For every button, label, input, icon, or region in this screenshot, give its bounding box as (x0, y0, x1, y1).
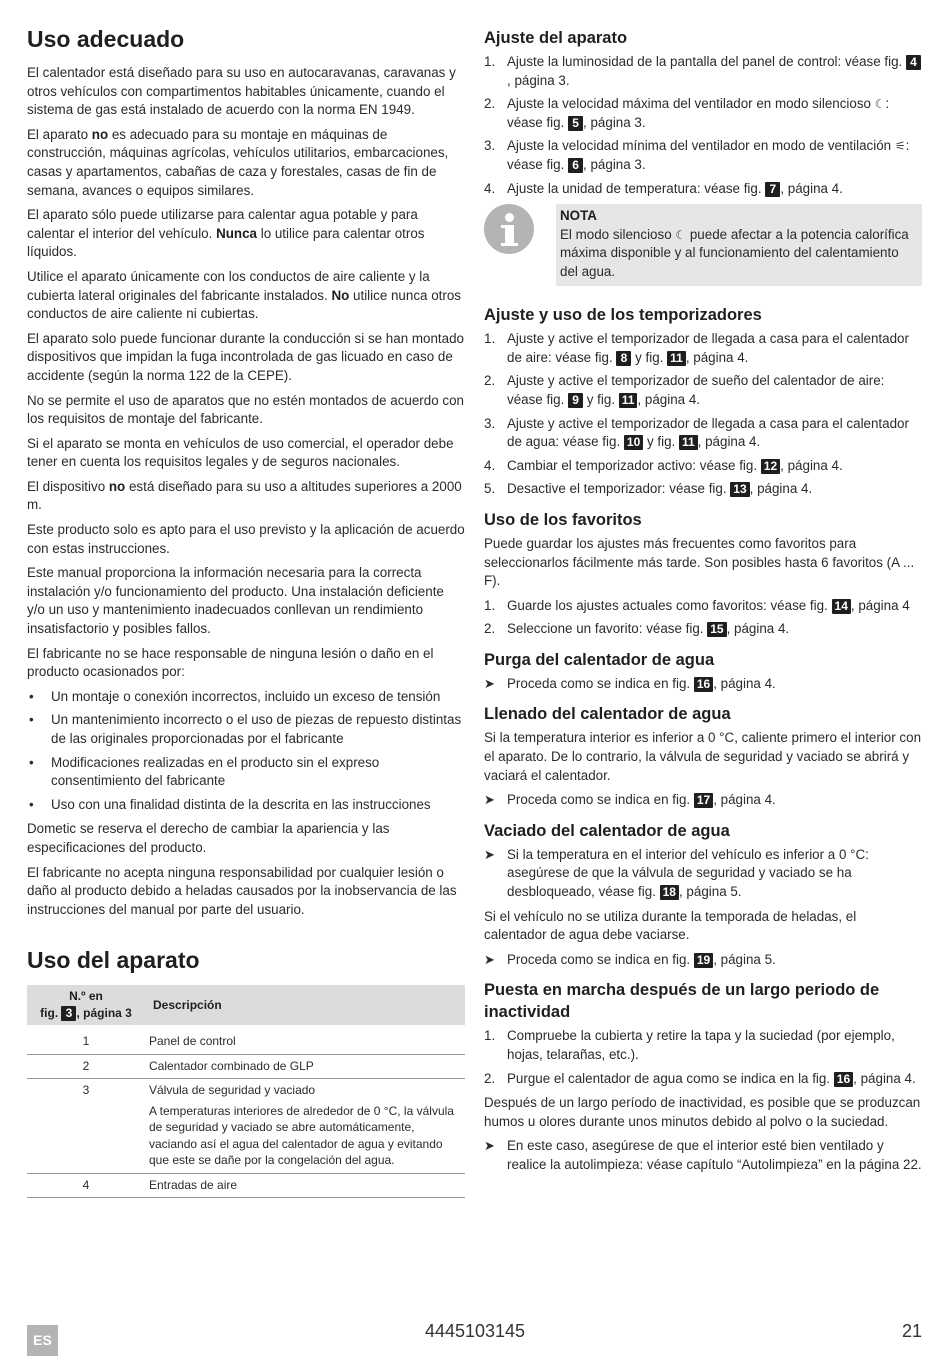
language-badge: ES (27, 1325, 58, 1356)
list-item: 3. Ajuste la velocidad mínima del ventilador en modo de ventilación ⚟: véase fig. 6 , página 3. (484, 138, 910, 172)
section-heading: Vaciado del calentador de agua (484, 821, 730, 840)
instruction-step: ➤ Si la temperatura en el interior del vehículo es inferior a 0 °C: asegúrese de que la válvula de seguridad y vaciado se ha desbloqueado, véase fig. 18 , página 5. (484, 846, 869, 900)
paragraph: Si el aparato se monta en vehículos de uso comercial, el operador debe tener en cuenta los requisitos legales y de seguros nacionales. (27, 435, 454, 470)
instruction-step: ➤ En este caso, asegúrese de que el interior esté bien ventilado y realice la autolimpieza: véase capítulo “Autolimpieza” en la página 22. (484, 1138, 922, 1172)
list-item: 3. Ajuste y active el temporizador de llegada a casa para el calentador de agua: véase fig. 10 y fig. 11 , página 4. (484, 415, 909, 450)
section-heading: Puesta en marcha después de un largo periodo de inactividad (484, 981, 880, 1022)
table-header-number: N.º en fig. 3 , página 3 (27, 985, 145, 1025)
list-item: 2. Purgue el calentador de agua como se indica en la fig. 16 , página 4. (484, 1070, 916, 1086)
list-item: 1. Ajuste la luminosidad de la pantalla del panel de control: véase fig. 4, página 3. (484, 53, 922, 90)
table-header-description: Descripción (145, 985, 465, 1025)
section-llenado (484, 703, 922, 809)
note-text: El modo silencioso ☾ puede afectar a la potencia calorífica máxima disponible y al funcionamiento del calentamiento del agua. (560, 226, 909, 279)
list-item: • Uso con una finalidad distinta de la descrita en las instrucciones (29, 796, 431, 812)
paragraph: El fabricante no se hace responsable de ninguna lesión o daño en el producto ocasionados por: (27, 645, 434, 680)
figure-ref: 9 (568, 393, 583, 408)
figure-ref: 19 (694, 953, 713, 968)
figure-ref: 14 (832, 599, 851, 614)
paragraph: El aparato no es adecuado para su montaje en máquinas de construcción, máquinas agrícolas, vehículos utilitarios, embarcaciones, casas y apartamentos, cabañas de caza y forestales, casas de fin de semana, avances o equipos similares. (27, 126, 449, 198)
document-code: 4445103145 (424, 1321, 526, 1341)
instruction-step: ➤ Proceda como se indica en fig. 16 , página 4. (484, 675, 922, 694)
figure-ref: 16 (834, 1072, 853, 1087)
figure-ref: 15 (707, 622, 726, 637)
left-column (27, 24, 465, 1198)
list-item: 2. Seleccione un favorito: véase fig. 15 , página 4. (484, 621, 790, 637)
section-heading: Ajuste del aparato (484, 29, 628, 47)
list-item: 4. Ajuste la unidad de temperatura: véase fig. 7 , página 4. (484, 180, 843, 196)
figure-ref: 4 (906, 55, 921, 70)
paragraph: No se permite el uso de aparatos que no estén montados de acuerdo con los requisitos de montaje del fabricante. (27, 392, 464, 427)
bullet-list (27, 688, 465, 815)
paragraph: El fabricante no acepta ninguna responsabilidad por cualquier lesión o daño al producto debido a heladas causados por la inobservancia de las instrucciones del manual por parte del usuario. (27, 864, 457, 917)
section-title-uso-adecuado: Uso adecuado (27, 26, 185, 52)
arrow-icon: ➤ (484, 675, 495, 691)
section-heading: Llenado del calentador de agua (484, 705, 731, 724)
list-item: 1. Guarde los ajustes actuales como favoritos: véase fig. 14 , página 4 (484, 597, 910, 613)
figure-ref: 3 (61, 1006, 76, 1021)
components-table (27, 985, 465, 1198)
paragraph: Este producto solo es apto para el uso previsto y la aplicación de acuerdo con estas instrucciones. (27, 522, 465, 556)
instruction-step: ➤ Proceda como se indica en fig. 17 , página 4. (484, 791, 922, 810)
paragraph: Si la temperatura interior es inferior a 0 °C, caliente primero el interior con el aparato. De lo contrario, la válvula de seguridad y vaciado se abrirá y vaciará el calentador. (484, 730, 922, 783)
note-title: NOTA (560, 208, 597, 224)
paragraph: El calentador está diseñado para su uso en autocaravanas, caravanas y otros vehículos con compartimentos habitables únicamente, cuando el sistema de gas está instalado de acuerdo con la norma EN 1949. (27, 65, 456, 118)
list-item: 4. Cambiar el temporizador activo: véase fig. 12 , página 4. (484, 457, 843, 473)
figure-ref: 11 (667, 351, 686, 366)
figure-ref: 10 (624, 435, 643, 450)
section-ajuste (484, 27, 922, 288)
figure-ref: 18 (660, 885, 679, 900)
ventilation-mode-icon: ⚟ (894, 139, 906, 154)
note-box (556, 204, 922, 285)
figure-ref: 8 (616, 351, 631, 366)
section-vaciado (484, 820, 922, 970)
section-heading: Purga del calentador de agua (484, 650, 715, 669)
arrow-icon: ➤ (484, 792, 495, 808)
arrow-icon: ➤ (484, 951, 495, 967)
list-item: • Un mantenimiento incorrecto o el uso de piezas de repuesto distintas de las originales proporcionadas por el fabricante (29, 712, 462, 746)
list-item: • Un montaje o conexión incorrectos, incluido un exceso de tensión (29, 688, 441, 704)
list-item: 5. Desactive el temporizador: véase fig. 13 , página 4. (484, 481, 813, 497)
page-number: 21 (901, 1321, 922, 1341)
arrow-icon: ➤ (484, 846, 495, 862)
paragraph: Si el vehículo no se utiliza durante la temporada de heladas, el calentador de agua debe vaciarse. (484, 908, 857, 943)
figure-ref: 17 (694, 793, 713, 808)
table-row: 4 Entradas de aire (27, 1173, 465, 1198)
figure-ref: 12 (761, 459, 780, 474)
paragraph: Utilice el aparato únicamente con los conductos de aire caliente y la cubierta lateral originales del fabricante instalados. No utilice nunca otros conductos de aire caliente ni cubiertas. (27, 268, 461, 322)
figure-ref: 6 (568, 158, 583, 173)
section-heading: Uso de los favoritos (484, 510, 642, 529)
figure-ref: 13 (730, 482, 749, 497)
list-item: 2. Ajuste la velocidad máxima del ventilador en modo silencioso ☾: véase fig. 5 , página 3. (484, 96, 890, 130)
figure-ref: 16 (694, 677, 713, 692)
section-puesta-en-marcha (484, 979, 922, 1174)
paragraph: Dometic se reserva el derecho de cambiar la apariencia y las especificaciones del producto. (27, 821, 390, 855)
right-column (484, 24, 922, 1185)
figure-ref: 11 (619, 393, 638, 408)
info-icon (484, 204, 534, 254)
table-row: 1 Panel de control (27, 1025, 465, 1054)
list-item: 1. Compruebe la cubierta y retire la tapa y la suciedad (por ejemplo, hojas, telarañas, etc.). (484, 1028, 895, 1062)
section-heading: Ajuste y uso de los temporizadores (484, 306, 762, 325)
paragraph: El aparato solo puede funcionar durante la conducción si se han montado dispositivos que impidan la fuga incontrolada de gas licuado en caso de accidente (según la norma 122 de la CEPE). (27, 330, 464, 383)
figure-ref: 11 (679, 435, 698, 450)
figure-ref: 7 (765, 182, 780, 197)
silent-mode-icon: ☾ (675, 227, 687, 242)
table-row: 2 Calentador combinado de GLP (27, 1054, 465, 1079)
paragraph: Este manual proporciona la información necesaria para la correcta instalación y/o funcionamiento del producto. Una instalación deficiente y/o un uso y mantenimiento inadecuados conllevan un rendimiento insatisfactorio y posibles fallos. (27, 565, 444, 637)
table-row: 3 Válvula de seguridad y vaciado A temperaturas interiores de alrededor de 0 °C, la válvula de seguridad y vaciado se abre automáticamente, vaciando así el agua del calentador de agua y evitando que este se dañe por la congelación del agua. (27, 1079, 465, 1174)
silent-mode-icon: ☾ (874, 97, 886, 112)
arrow-icon: ➤ (484, 1138, 495, 1154)
list-item: 2. Ajuste y active el temporizador de sueño del calentador de aire: véase fig. 9 y fig. 11 , página 4. (484, 373, 885, 407)
note-block (484, 204, 922, 288)
list-item: 1. Ajuste y active el temporizador de llegada a casa para el calentador de aire: véase fig. 8 y fig. 11 , página 4. (484, 331, 909, 365)
section-purga (484, 649, 922, 694)
section-temporizadores (484, 304, 922, 499)
paragraph: Después de un largo período de inactividad, es posible que se produzcan humos u olores durante unos minutos debido al polvo o la suciedad. (484, 1095, 921, 1129)
list-item: • Modificaciones realizadas en el producto sin el expreso consentimiento del fabricante (29, 754, 380, 789)
section-title-uso-del-aparato: Uso del aparato (27, 947, 200, 974)
figure-ref: 5 (568, 116, 583, 131)
paragraph: El dispositivo no está diseñado para su uso a altitudes superiores a 2000 m. (27, 478, 462, 513)
section-favoritos (484, 509, 922, 639)
paragraph: Puede guardar los ajustes más frecuentes como favoritos para seleccionarlos fácilmente más tarde. Son posibles hasta 6 favoritos (A ... F). (484, 535, 915, 589)
instruction-step: ➤ Proceda como se indica en fig. 19 , página 5. (484, 951, 922, 970)
paragraph: El aparato sólo puede utilizarse para calentar agua potable y para calentar el interior del vehículo. Nunca lo utilice para calentar otros líquidos. (27, 207, 425, 260)
